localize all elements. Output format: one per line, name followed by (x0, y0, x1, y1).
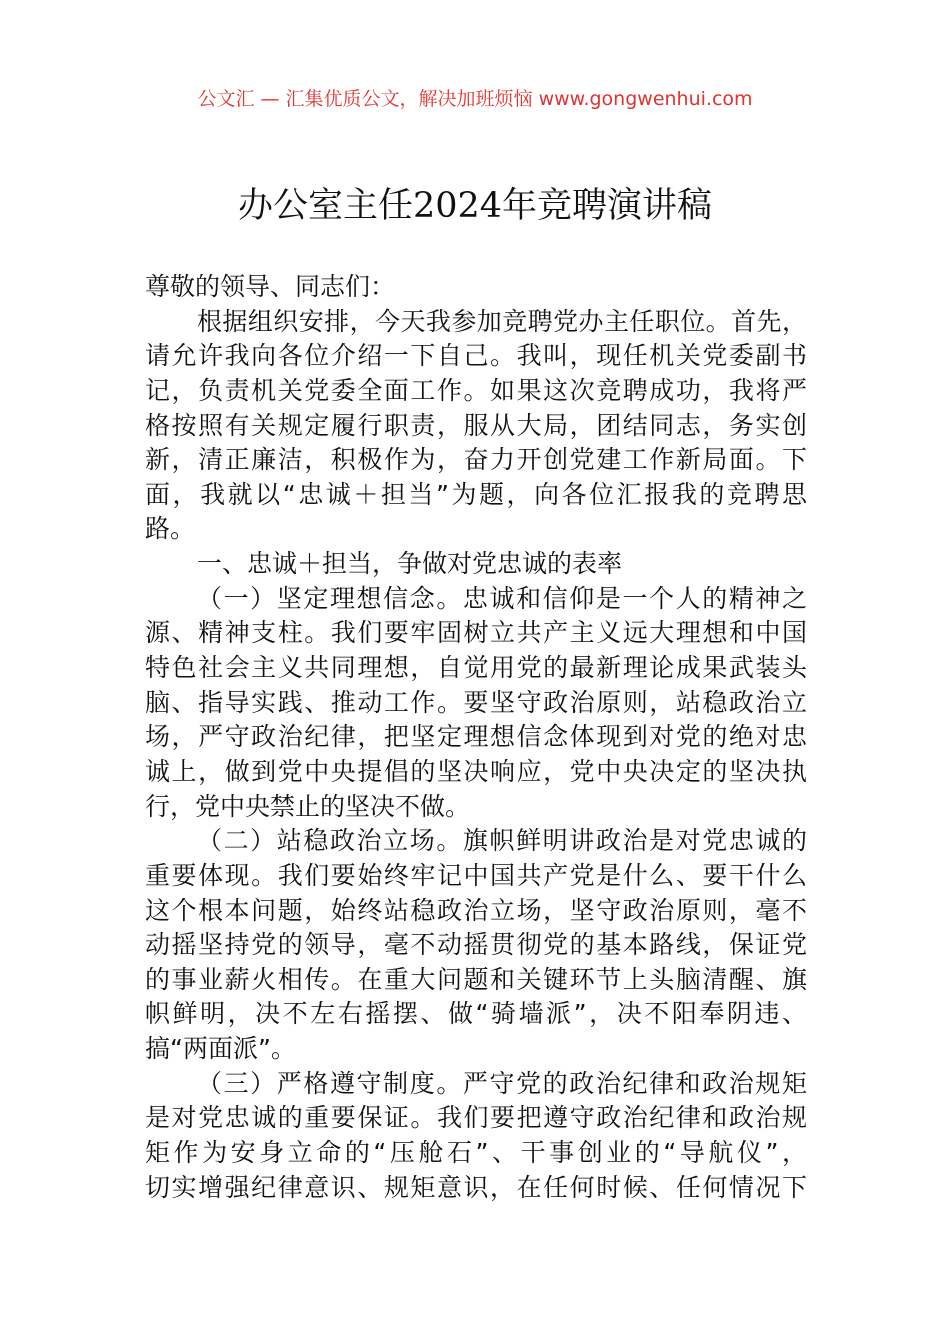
text-line: 一、忠诚＋担当，争做对党忠诚的表率 (197, 549, 623, 579)
text-line: 动摇坚持党的领导，毫不动摇贯彻党的基本路线，保证党 (145, 930, 807, 960)
text-line: 搞“两面派”。 (145, 1034, 296, 1064)
text-line: 请允许我向各位介绍一下自己。我叫，现任机关党委副书 (145, 341, 807, 371)
text-line: 诚上，做到党中央提倡的坚决响应，党中央决定的坚决执 (145, 756, 807, 786)
text-line: 面，我就以“忠诚＋担当”为题，向各位汇报我的竞聘思 (145, 479, 807, 509)
text-line: 是对党忠诚的重要保证。我们要把遵守政治纪律和政治规 (145, 1103, 807, 1133)
text-line: 这个根本问题，始终站稳政治立场，坚守政治原则，毫不 (145, 895, 807, 925)
text-line: 记，负责机关党委全面工作。如果这次竞聘成功，我将严 (145, 375, 807, 405)
text-line: 新，清正廉洁，积极作为，奋力开创党建工作新局面。下 (145, 445, 807, 475)
text-line: 的事业薪火相传。在重大问题和关键环节上头脑清醒、旗 (145, 964, 807, 994)
text-line: 矩作为安身立命的“压舱石”、干事创业的“导航仪”， (145, 1138, 807, 1168)
watermark-header: 公文汇 — 汇集优质公文，解决加班烦恼 www.gongwenhui.com (197, 88, 753, 110)
text-line: 场，严守政治纪律，把坚定理想信念体现到对党的绝对忠 (145, 722, 807, 752)
text-line: 根据组织安排，今天我参加竞聘党办主任职位。首先， (197, 306, 807, 336)
text-line: 行，党中央禁止的坚决不做。 (145, 791, 471, 821)
document-title: 办公室主任2024年竞聘演讲稿 (237, 186, 713, 226)
text-line: 帜鲜明，决不左右摇摆、做“骑墙派”，决不阳奉阴违、 (145, 999, 807, 1029)
text-line: 切实增强纪律意识、规矩意识，在任何时候、任何情况下 (145, 1172, 807, 1202)
text-line: 格按照有关规定履行职责，服从大局，团结同志，务实创 (145, 410, 807, 440)
text-line: （三）严格遵守制度。严守党的政治纪律和政治规矩 (197, 1068, 807, 1098)
text-line: 源、精神支柱。我们要牢固树立共产主义远大理想和中国 (145, 618, 807, 648)
text-line: 尊敬的领导、同志们： (145, 272, 396, 301)
text-line: （二）站稳政治立场。旗帜鲜明讲政治是对党忠诚的 (197, 826, 807, 856)
text-line: （一）坚定理想信念。忠诚和信仰是一个人的精神之 (197, 583, 807, 613)
text-line: 特色社会主义共同理想，自觉用党的最新理论成果武装头 (145, 653, 807, 683)
text-line: 脑、指导实践、推动工作。要坚守政治原则，站稳政治立 (145, 687, 807, 717)
text-line: 重要体现。我们要始终牢记中国共产党是什么、要干什么 (145, 860, 807, 890)
text-line: 路。 (145, 514, 196, 544)
document-body (145, 270, 807, 1205)
